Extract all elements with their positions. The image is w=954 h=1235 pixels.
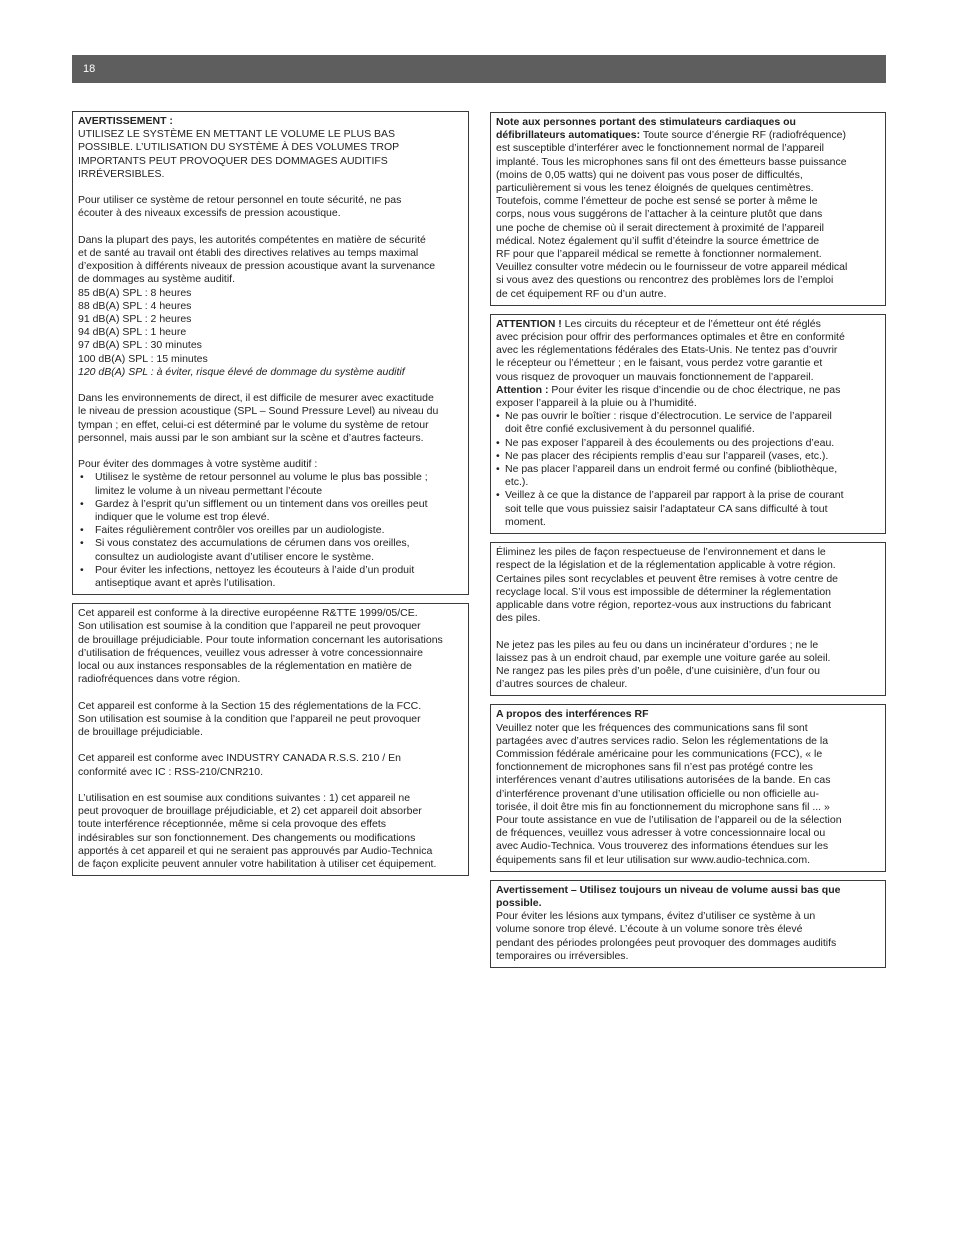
paragraph xyxy=(78,392,463,445)
text-line: avec précision pour offrir des performances optimales et être en conformité xyxy=(496,331,845,344)
paragraph xyxy=(78,458,463,590)
text-line: antiseptique avant et après l’utilisation. xyxy=(95,577,276,590)
bold-text: AVERTISSEMENT : xyxy=(78,115,173,127)
text-line: équipements sans fil et leur utilisation sur www.audio-technica.com. xyxy=(496,853,810,866)
bold-text: possible. xyxy=(496,896,542,909)
text-line: Veuillez noter que les fréquences des communications sans fil sont xyxy=(496,721,808,734)
text-line: 100 dB(A) SPL : 15 minutes xyxy=(78,352,208,365)
bullet-list xyxy=(78,471,463,590)
text-line: limitez le volume à un niveau permettant l’écoute xyxy=(95,484,323,497)
text-line: vous risquez de provoquer un mauvais fonctionnement de l’appareil. xyxy=(496,370,814,383)
text-line: de brouillage préjudiciable. xyxy=(78,726,203,739)
text-line: exposer l’appareil à la pluie ou à l’humidité. xyxy=(496,397,697,410)
text-line: fonctionnement de microphones sans fil n’est pas protégé contre les xyxy=(496,761,813,774)
paragraph xyxy=(496,318,880,529)
text-line: est susceptible d’interférer avec le fonctionnement normal de l’appareil xyxy=(496,142,825,155)
body-text: Pour éviter les risque d’incendie ou de choc électrique, ne pas xyxy=(548,383,841,396)
bold-text: Attention : xyxy=(496,383,549,396)
text-line: d’exposition à différents niveaux de pression acoustique avant la survenance xyxy=(78,260,436,273)
text-line: • Ne pas placer des récipients remplis d’eau sur l’appareil (vases, etc.). xyxy=(505,449,829,462)
bullet-item xyxy=(496,450,880,463)
page-header-bar xyxy=(72,55,886,83)
bullet-item xyxy=(78,471,463,497)
text-line: corps, nous vous suggérons de l’attacher à la ceinture plutôt que dans xyxy=(496,208,823,221)
paragraph xyxy=(496,546,880,625)
text-line: consultez un audiologiste avant d’utiliser encore le système. xyxy=(95,550,374,563)
bullet-list xyxy=(496,410,880,529)
text-line: d’interférence provenant d’une utilisation officielle ou non officielle au- xyxy=(496,787,819,800)
text-line: Éliminez les piles de façon respectueuse de l’environnement et dans le xyxy=(496,546,826,559)
text-line: de dommages au système auditif. xyxy=(78,273,235,286)
text-line: le récepteur ou l’émetteur ; en le faisant, vous perdez votre garantie et xyxy=(496,357,823,370)
text-line: Ne jetez pas les piles au feu ou dans un incinérateur d’ordures ; ne le xyxy=(496,638,819,651)
attention-box xyxy=(490,314,886,534)
text-line: applicable dans votre région, reportez-vous aux instructions du fabricant xyxy=(496,598,832,611)
text-line: peut provoquer de brouillage préjudiciable, et 2) cet appareil doit absorber xyxy=(78,805,422,818)
bold-text: ATTENTION ! xyxy=(496,317,562,330)
text-line xyxy=(78,366,463,379)
text-line: temporaires ou irréversibles. xyxy=(496,949,629,962)
text-line: une poche de chemise où il serait directement à proximité de l’appareil xyxy=(496,221,825,234)
text-line: Pour utiliser ce système de retour personnel en toute sécurité, ne pas xyxy=(78,194,402,207)
text-line: apportés à cet appareil et qui ne seraient pas approuvés par Audio-Technica xyxy=(78,844,433,857)
bullet-item xyxy=(496,489,880,529)
text-line: et de santé au travail ont établi des directives relatives au temps maximal xyxy=(78,247,419,259)
paragraph xyxy=(78,194,463,220)
text-line xyxy=(78,115,463,128)
right-column xyxy=(490,112,886,976)
text-line: tympan ; en effet, celui-ci est déterminé par le volume du système de retour xyxy=(78,418,429,431)
paragraph xyxy=(496,708,880,866)
batteries-box xyxy=(490,542,886,696)
text-line: 85 dB(A) SPL : 8 heures xyxy=(78,286,192,299)
text-line: POSSIBLE. L’UTILISATION DU SYSTÈME À DES VOLUMES TROP xyxy=(78,141,400,154)
paragraph xyxy=(496,884,880,963)
text-line: Ne rangez pas les piles près d’un poêle, d’une cuisinière, d’un four ou xyxy=(496,664,820,677)
text-line: • Utilisez le système de retour personnel au volume le plus bas possible ; xyxy=(95,471,428,484)
text-line: recyclage local. S’il vous est impossible de déterminer la réglementation xyxy=(496,585,831,598)
text-line: indésirables sur son fonctionnement. Des changements ou modifications xyxy=(78,831,416,844)
text-line: IRRÉVERSIBLES. xyxy=(78,167,165,180)
text-line: indiquer que le volume est trop élevé. xyxy=(95,511,270,524)
text-line xyxy=(496,116,880,129)
bullet-item xyxy=(78,537,463,563)
text-line: interférences venant d’autres utilisations autorisées de la bande. En cas xyxy=(496,774,831,787)
bullet-item xyxy=(78,564,463,590)
text-line: personnel, mais aussi par le son ambiant sur la scène et d’autres facteurs. xyxy=(78,431,424,444)
bold-text: défibrillateurs automatiques: xyxy=(496,129,641,142)
text-line: UTILISEZ LE SYSTÈME EN METTANT LE VOLUME LE PLUS BAS xyxy=(78,128,396,141)
text-line: Cet appareil est conforme à la directive européenne R&TTE 1999/05/CE. xyxy=(78,607,418,620)
bullet-item xyxy=(78,524,463,537)
bold-text: Note aux personnes portant des stimulateurs cardiaques ou xyxy=(496,116,796,128)
text-line: respect de la législation et de la réglementation applicable à votre région. xyxy=(496,559,836,572)
text-line: de brouillage préjudiciable. Pour toute information concernant les autorisations xyxy=(78,633,443,646)
text-line: avec Audio-Technica. Vous trouverez des informations étendues sur les xyxy=(496,840,829,853)
text-line: Cet appareil est conforme à la Section 15 des réglementations de la FCC. xyxy=(78,699,422,712)
text-line: 88 dB(A) SPL : 4 heures xyxy=(78,299,192,312)
text-line xyxy=(496,897,880,910)
text-line: conformité avec IC : RSS-210/CNR210. xyxy=(78,765,263,778)
bold-text: Avertissement – Utilisez toujours un niveau de volume aussi bas que xyxy=(496,883,841,896)
text-line: • Ne pas ouvrir le boîtier : risque d’électrocution. Le service de l’appareil xyxy=(505,410,832,423)
text-line: 94 dB(A) SPL : 1 heure xyxy=(78,326,187,339)
text-line: Veuillez consulter votre médecin ou le fournisseur de votre appareil médical xyxy=(496,261,848,274)
text-line: Toutefois, comme l’émetteur de poche est sensé se porter à même le xyxy=(496,195,818,208)
text-line: médical. Notez également qu’il suffit d’éteindre la source émettrice de xyxy=(496,234,820,247)
text-line: • Faites régulièrement contrôler vos oreilles par un audiologiste. xyxy=(95,524,385,537)
text-line: particulièrement si vous les tenez éloignés de quelques centimètres. xyxy=(496,182,814,195)
text-line xyxy=(496,129,880,142)
left-column xyxy=(72,111,469,884)
text-line xyxy=(496,318,880,331)
paragraph xyxy=(78,792,463,871)
paragraph xyxy=(78,700,463,740)
text-line: Cet appareil est conforme avec INDUSTRY CANADA R.S.S. 210 / En xyxy=(78,752,401,765)
text-line: Dans les environnements de direct, il est difficile de mesurer avec exactitude xyxy=(78,392,434,405)
text-line: toute interférence réceptionnée, même si cela provoque des effets xyxy=(78,818,386,831)
text-line: avec les réglementations fédérales des Etats-Unis. Ne tentez pas d’ouvrir xyxy=(496,344,838,357)
text-line: doit être confié exclusivement à du personnel qualifié. xyxy=(505,423,755,436)
italic-text: 120 dB(A) SPL : à éviter, risque élevé de dommage du système auditif xyxy=(78,365,405,378)
text-line: • Ne pas placer l’appareil dans un endroit fermé ou confiné (bibliothèque, xyxy=(505,463,838,476)
bullet-item xyxy=(78,498,463,524)
text-line xyxy=(496,708,880,721)
paragraph xyxy=(496,639,880,692)
text-line: • Si vous constatez des accumulations de cérumen dans vos oreilles, xyxy=(95,537,410,550)
text-line: IMPORTANTS PEUT PROVOQUER DES DOMMAGES AUDITIFS xyxy=(78,154,388,167)
text-line: si vous avez des questions ou rencontrez des problèmes lors de l’emploi xyxy=(496,274,834,287)
text-line xyxy=(496,384,880,397)
text-line: pendant des périodes prolongées peut provoquer des dommages auditifs xyxy=(496,936,837,949)
text-line: RF pour que l’appareil médical se remette à fonctionner normalement. xyxy=(496,248,822,261)
medical-devices-box xyxy=(490,112,886,306)
bullet-item xyxy=(496,463,880,489)
page-number: 18 xyxy=(83,63,96,75)
text-line: • Pour éviter les infections, nettoyez les écouteurs à l’aide d’un produit xyxy=(95,563,415,576)
text-line: des piles. xyxy=(496,612,541,625)
text-line: local ou aux instances responsables de la réglementation en matière de xyxy=(78,660,412,673)
text-line: de fréquences, veuillez vous adresser à votre concessionnaire local ou xyxy=(496,827,826,840)
text-line: le niveau de pression acoustique (SPL – Sound Pressure Level) au niveau du xyxy=(78,405,439,418)
text-line: soit telle que vous puissiez saisir l’adaptateur CA sans difficulté à tout xyxy=(505,502,828,515)
text-line: Son utilisation est soumise à la condition que l’appareil ne peut provoquer xyxy=(78,712,421,725)
text-line: volume sonore trop élevé. L’écoute à un volume sonore très élevé xyxy=(496,923,803,936)
body-text: Les circuits du récepteur et de l’émetteur ont été réglés xyxy=(561,317,821,330)
text-line: Son utilisation est soumise à la condition que l’appareil ne peut provoquer xyxy=(78,620,421,633)
text-line: Pour toute assistance en vue de l’utilisation de l’appareil ou de la sélection xyxy=(496,813,842,826)
text-line: torisée, il doit être mis fin au fonctionnement du microphone sans fil ... » xyxy=(496,800,830,813)
text-line: moment. xyxy=(505,515,546,528)
bullet-item xyxy=(496,437,880,450)
text-line: partagées avec d’autres services radio. Selon les réglementations de la xyxy=(496,734,829,747)
text-line: Dans la plupart des pays, les autorités compétentes en matière de sécurité xyxy=(78,233,426,246)
text-line: radiofréquences dans votre région. xyxy=(78,673,241,686)
text-line: d’autres sources de chaleur. xyxy=(496,678,628,691)
text-line: Pour éviter des dommages à votre système auditif : xyxy=(78,458,318,471)
text-line: écouter à des niveaux excessifs de pression acoustique. xyxy=(78,207,341,220)
text-line: (moins de 0,05 watts) qui ne doivent pas vous poser de difficultés, xyxy=(496,168,803,181)
text-line: 97 dB(A) SPL : 30 minutes xyxy=(78,339,202,352)
text-line: Pour éviter les lésions aux tympans, évitez d’utiliser ce système à un xyxy=(496,910,816,923)
hearing-warning-box xyxy=(72,111,469,595)
paragraph xyxy=(78,752,463,778)
text-line xyxy=(496,884,880,897)
text-line: de cet équipement RF ou d’un autre. xyxy=(496,287,667,300)
paragraph xyxy=(78,234,463,379)
paragraph xyxy=(78,607,463,686)
text-line: d’utilisation de fréquences, veuillez vous adresser à votre concessionnaire xyxy=(78,646,423,659)
bold-text: A propos des interférences RF xyxy=(496,708,649,721)
text-line: Commission fédérale américaine pour les communications (FCC), « le xyxy=(496,747,823,760)
text-line: 91 dB(A) SPL : 2 heures xyxy=(78,313,192,326)
paragraph xyxy=(78,115,463,181)
rf-interference-box xyxy=(490,704,886,871)
text-line: de façon explicite peuvent annuler votre habilitation à utiliser cet équipement. xyxy=(78,858,437,871)
paragraph xyxy=(496,116,880,301)
body-text: Toute source d’énergie RF (radiofréquence) xyxy=(640,129,846,142)
text-line: • Gardez à l’esprit qu’un sifflement ou un tintement dans vos oreilles peut xyxy=(95,497,428,510)
text-line: implanté. Tous les microphones sans fil ont des émetteurs basse puissance xyxy=(496,155,847,168)
text-line: etc.). xyxy=(505,476,529,489)
bullet-item xyxy=(496,410,880,436)
text-line: Certaines piles sont recyclables et peuvent être remises à votre centre de xyxy=(496,572,839,585)
text-line: • Veillez à ce que la distance de l’appareil par rapport à la prise de courant xyxy=(505,489,844,502)
volume-warning-box xyxy=(490,880,886,968)
text-line: • Ne pas exposer l’appareil à des écoulements ou des projections d’eau. xyxy=(505,436,835,449)
text-line: L’utilisation en est soumise aux conditions suivantes : 1) cet appareil ne xyxy=(78,792,411,805)
text-line: laissez pas à un endroit chaud, par exemple une voiture garée au soleil. xyxy=(496,651,831,664)
compliance-box xyxy=(72,603,469,876)
